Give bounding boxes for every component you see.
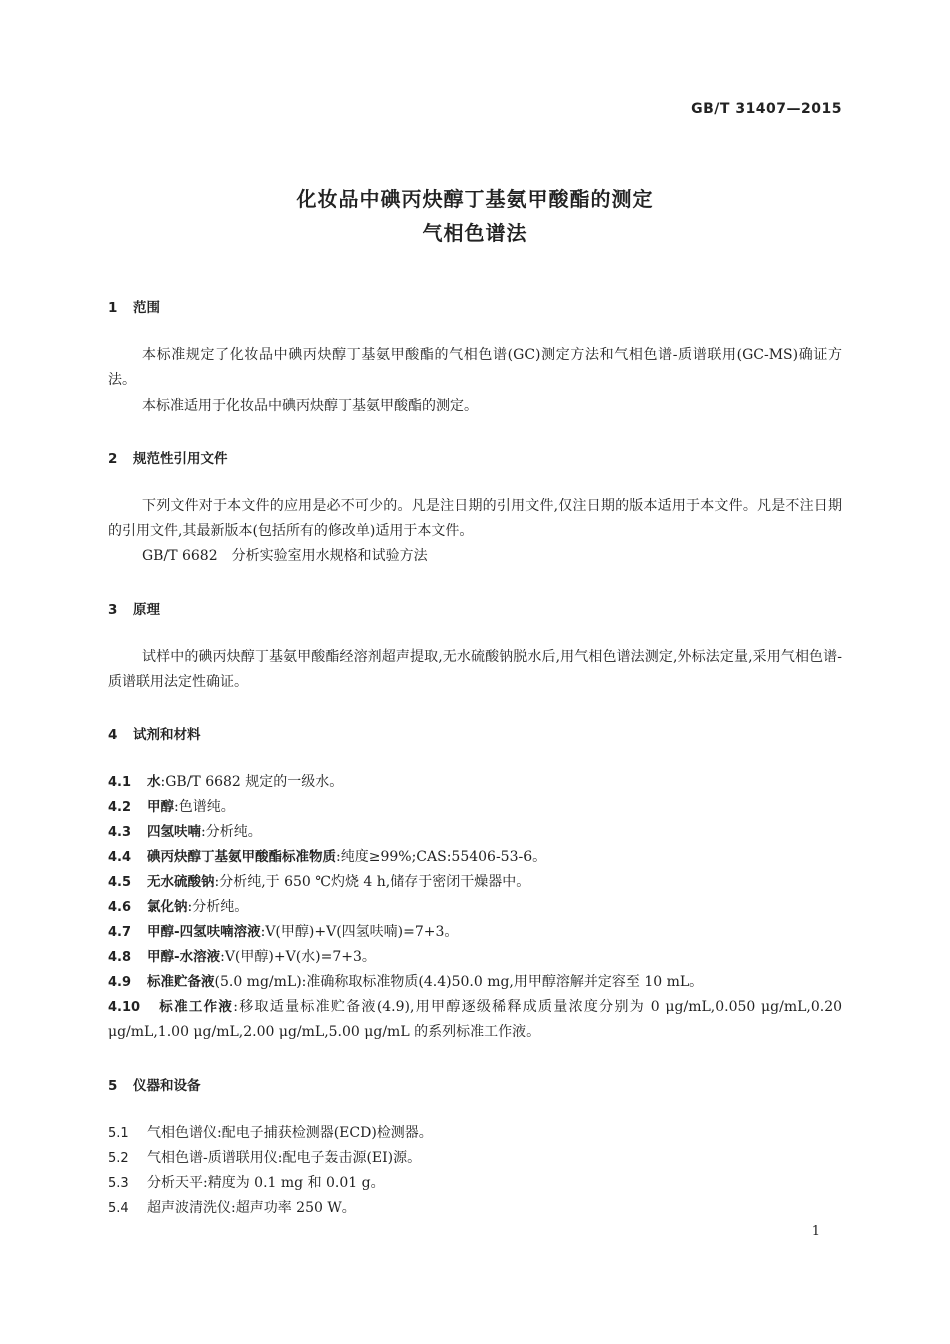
clause-number: 4.6	[108, 900, 132, 915]
clause-number: 4.9	[108, 975, 132, 990]
reagent-label: 标准贮备液	[147, 974, 215, 990]
document-title-line1: 化妆品中碘丙炔醇丁基氨甲酸酯的测定	[296, 187, 654, 211]
reagent-item	[108, 795, 842, 820]
instrument-text: 分析天平:精度为 0.1 mg 和 0.01 g。	[147, 1175, 385, 1191]
reagent-item	[108, 820, 842, 845]
instrument-text: 超声波清洗仪:超声功率 250 W。	[147, 1200, 356, 1216]
instrument-item	[108, 1146, 842, 1171]
reagent-label: 标准工作液	[158, 999, 234, 1015]
section-number: 3	[108, 602, 118, 618]
reagent-item	[108, 995, 842, 1045]
reagent-label: 甲醇	[147, 799, 174, 815]
normative-paragraph: 下列文件对于本文件的应用是必不可少的。凡是注日期的引用文件,仅注日期的版本适用于本文件。凡是不注日期的引用文件,其最新版本(包括所有的修改单)适用于本文件。	[108, 498, 842, 539]
clause-number: 5.3	[108, 1176, 129, 1191]
section-title: 范围	[133, 300, 160, 316]
reagent-label: 甲醇-四氢呋喃溶液	[147, 924, 261, 940]
section-title: 原理	[133, 602, 160, 618]
reagent-text: :V(甲醇)+V(四氢呋喃)=7+3。	[260, 924, 459, 940]
clause-number: 4.1	[108, 775, 132, 790]
instrument-item	[108, 1121, 842, 1146]
clause-number: 5.4	[108, 1201, 129, 1216]
section-number: 1	[108, 300, 118, 316]
instrument-item	[108, 1196, 842, 1221]
clause-number: 4.3	[108, 825, 132, 840]
reagent-label: 四氢呋喃	[147, 824, 201, 840]
reagent-item	[108, 770, 842, 795]
instrument-text: 气相色谱仪:配电子捕获检测器(ECD)检测器。	[147, 1125, 433, 1141]
reagent-label: 氯化钠	[147, 899, 188, 915]
clause-number: 4.8	[108, 950, 132, 965]
scope-paragraph-1: 本标准规定了化妆品中碘丙炔醇丁基氨甲酸酯的气相色谱(GC)测定方法和气相色谱-质谱联用(GC-MS)确证方法。	[108, 347, 842, 388]
clause-number: 4.10	[108, 1000, 141, 1015]
clause-number: 4.2	[108, 800, 132, 815]
reagent-label: 无水硫酸钠	[147, 874, 215, 890]
document-title-line2: 气相色谱法	[422, 221, 528, 245]
reagent-text: :色谱纯。	[174, 799, 235, 815]
section-title: 试剂和材料	[133, 727, 201, 743]
reagent-item	[108, 945, 842, 970]
reagent-text: :分析纯。	[187, 899, 249, 915]
clause-number: 4.5	[108, 875, 132, 890]
reagent-text: :纯度≥99%;CAS:55406-53-6。	[336, 849, 547, 865]
section-number: 4	[108, 727, 118, 743]
normative-reference-gbt6682: GB/T 6682 分析实验室用水规格和试验方法	[142, 548, 428, 564]
reagent-item	[108, 895, 842, 920]
reagent-item	[108, 970, 842, 995]
instrument-item	[108, 1171, 842, 1196]
clause-number: 4.7	[108, 925, 132, 940]
reagent-text: :移取适量标准贮备液(4.9),用甲醇逐级稀释成质量浓度分别为 0 μg/mL,0.050 μg/mL,0.20 μg/mL,1.00 μg/mL,2.00 μg/mL,5.00 μg/mL 的系列标准工作液。	[108, 999, 843, 1040]
instrument-text: 气相色谱-质谱联用仪:配电子轰击源(EI)源。	[147, 1150, 422, 1166]
page-number: 1	[811, 1224, 820, 1239]
reagent-item	[108, 870, 842, 895]
scope-paragraph-2: 本标准适用于化妆品中碘丙炔醇丁基氨甲酸酯的测定。	[142, 398, 478, 414]
reagent-text: :分析纯,于 650 ℃灼烧 4 h,储存于密闭干燥器中。	[214, 874, 531, 890]
section-heading-normative-references	[108, 447, 228, 467]
section-title: 规范性引用文件	[133, 451, 228, 467]
reagent-text: :分析纯。	[201, 824, 262, 840]
reagent-text: :V(甲醇)+V(水)=7+3。	[220, 949, 376, 965]
clause-number: 4.4	[108, 850, 132, 865]
reagent-label: 碘丙炔醇丁基氨甲酸酯标准物质	[147, 849, 336, 865]
reagent-label: 水	[147, 774, 161, 790]
standard-number: GB/T 31407—2015	[691, 101, 842, 117]
reagent-item	[108, 845, 842, 870]
section-number: 5	[108, 1078, 118, 1094]
principle-paragraph: 试样中的碘丙炔醇丁基氨甲酸酯经溶剂超声提取,无水硫酸钠脱水后,用气相色谱法测定,外标法定量,采用气相色谱-质谱联用法定性确证。	[108, 649, 842, 690]
reagent-item	[108, 920, 842, 945]
section-title: 仪器和设备	[133, 1078, 201, 1094]
reagent-label: 甲醇-水溶液	[147, 949, 221, 965]
reagent-text: (5.0 mg/mL):准确称取标准物质(4.4)50.0 mg,用甲醇溶解并定容至 10 mL。	[214, 974, 704, 990]
section-heading-principle	[108, 598, 160, 618]
section-heading-instruments	[108, 1074, 201, 1094]
clause-number: 5.1	[108, 1126, 129, 1141]
clause-number: 5.2	[108, 1151, 129, 1166]
section-heading-reagents	[108, 723, 201, 743]
section-number: 2	[108, 451, 118, 467]
reagent-text: :GB/T 6682 规定的一级水。	[160, 774, 344, 790]
section-heading-scope	[108, 296, 160, 316]
